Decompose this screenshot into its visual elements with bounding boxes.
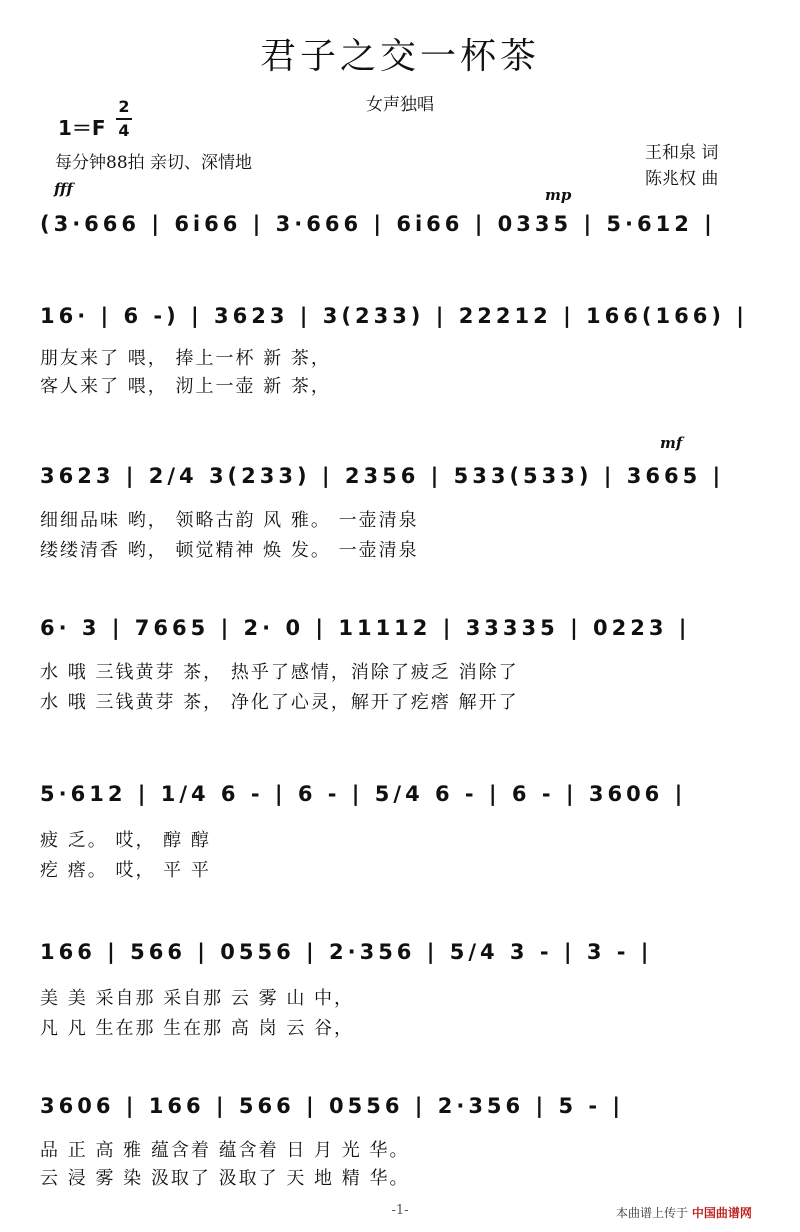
song-title: 君子之交一杯茶 — [259, 36, 540, 77]
watermark-brand: 中国曲谱网 — [691, 1206, 752, 1220]
site-watermark — [616, 1204, 752, 1221]
notation-line: 166 | 566 | 0556 | 2·356 | 5/4 3 - | 3 - | — [40, 940, 653, 964]
notation-line: 3606 | 166 | 566 | 0556 | 2·356 | 5 - | — [40, 1094, 625, 1118]
lyric-verse-1: 美 美 采自那 采自那 云 雾 山 中， — [40, 988, 355, 1009]
meter-bottom: 4 — [116, 118, 132, 142]
page-number: -1- — [391, 1203, 409, 1218]
dynamic-fff: fff — [54, 180, 73, 198]
notation-line: 16· | 6 -) | 3623 | 3(233) | 22212 | 166(166) | — [40, 304, 748, 328]
lyric-verse-2: 云 浸 雾 染 汲取了 汲取了 天 地 精 华。 — [40, 1168, 410, 1189]
lyric-verse-2: 水 哦 三钱黄芽 茶， 净化了心灵，解开了疙瘩 解开了 — [40, 692, 519, 713]
dynamic-mf: mf — [660, 434, 683, 452]
lyric-verse-1: 疲 乏。 哎， 醇 醇 — [40, 830, 211, 851]
lyric-verse-2: 缕缕清香 哟， 顿觉精神 焕 发。 一壶清泉 — [40, 540, 419, 561]
meter-top: 2 — [118, 97, 130, 116]
notation-line: (3·666 | 6i66 | 3·666 | 6i66 | 0335 | 5·612 | — [40, 212, 716, 236]
lyric-verse-2: 凡 凡 生在那 生在那 高 岗 云 谷， — [40, 1018, 355, 1039]
tempo-marking: 每分钟88拍 亲切、深情地 — [55, 153, 253, 173]
composer-credit: 陈兆权 曲 — [645, 169, 719, 189]
lyric-verse-1: 品 正 高 雅 蕴含着 蕴含着 日 月 光 华。 — [40, 1140, 410, 1161]
key-signature: 1＝F — [58, 116, 106, 140]
time-signature — [116, 96, 132, 142]
lyric-verse-1: 水 哦 三钱黄芽 茶， 热乎了感情，消除了疲乏 消除了 — [40, 662, 519, 683]
watermark-prefix: 本曲谱上传于 — [616, 1206, 689, 1220]
lyric-verse-1: 朋友来了 喂， 捧上一杯 新 茶， — [40, 348, 331, 369]
notation-line: 5·612 | 1/4 6 - | 6 - | 5/4 6 - | 6 - | 3606 | — [40, 782, 687, 806]
lyricist-credit: 王和泉 词 — [645, 143, 719, 163]
dynamic-mp: mp — [545, 186, 572, 204]
notation-line: 3623 | 2/4 3(233) | 2356 | 533(533) | 3665 | — [40, 464, 725, 488]
notation-line: 6· 3 | 7665 | 2· 0 | 11112 | 33335 | 0223 | — [40, 616, 691, 640]
lyric-verse-1: 细细品味 哟， 领略古韵 风 雅。 一壶清泉 — [40, 510, 419, 531]
lyric-verse-2: 客人来了 喂， 沏上一壶 新 茶， — [40, 376, 331, 397]
lyric-verse-2: 疙 瘩。 哎， 平 平 — [40, 860, 211, 881]
song-subtitle: 女声独唱 — [366, 95, 434, 115]
